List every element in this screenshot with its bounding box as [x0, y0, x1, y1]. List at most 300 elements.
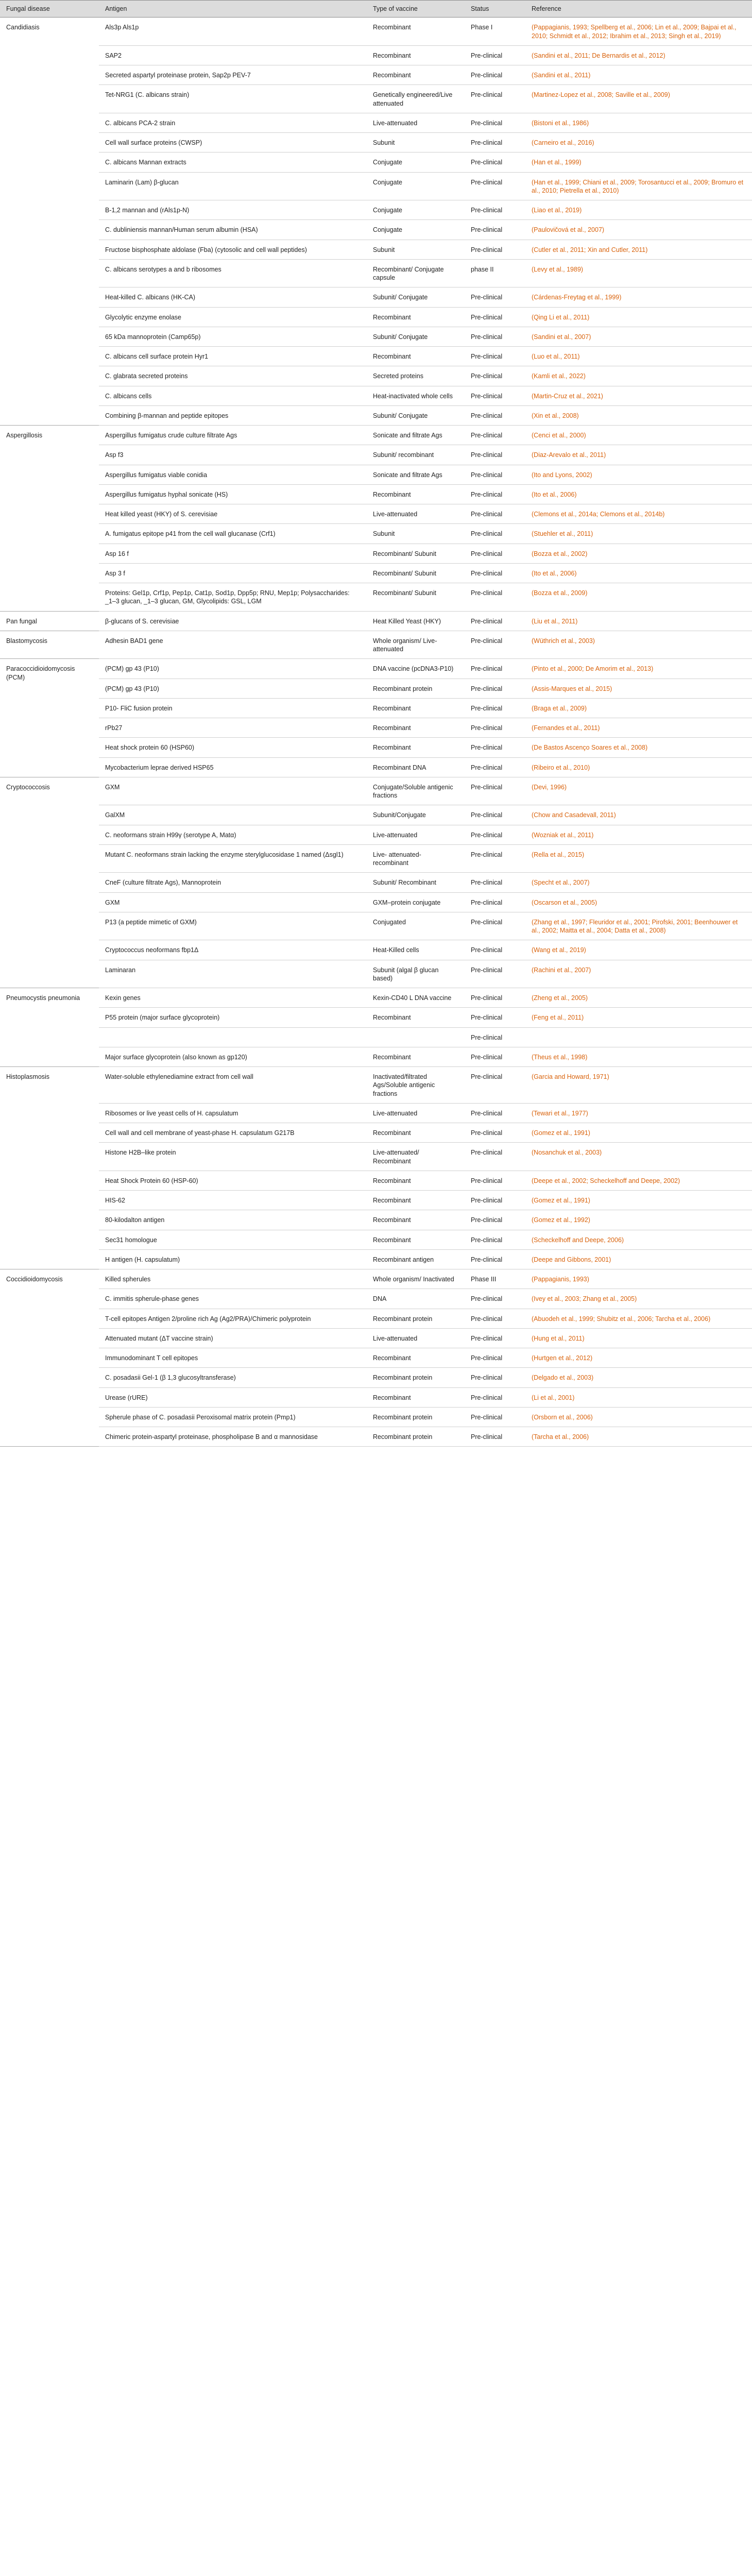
reference-cell: (Han et al., 1999) [525, 152, 752, 172]
status-cell: Pre-clinical [465, 1249, 525, 1269]
vaccine-type-cell: Recombinant [367, 718, 465, 738]
vaccine-type-cell: Recombinant protein [367, 679, 465, 698]
table-row [0, 960, 752, 988]
table-row [0, 1191, 752, 1210]
status-cell: Pre-clinical [465, 698, 525, 718]
header-reference: Reference [525, 1, 752, 18]
reference-cell: (Feng et al., 2011) [525, 1008, 752, 1027]
vaccine-type-cell: Recombinant DNA [367, 757, 465, 777]
vaccine-type-cell: Recombinant [367, 1348, 465, 1368]
table-row [0, 1407, 752, 1427]
reference-cell: (Hurtgen et al., 2012) [525, 1348, 752, 1368]
status-cell: Pre-clinical [465, 1067, 525, 1104]
antigen-cell: Heat shock protein 60 (HSP60) [99, 738, 367, 757]
reference-cell: (Rella et al., 2015) [525, 844, 752, 873]
vaccine-type-cell: Subunit [367, 133, 465, 152]
table-row [0, 307, 752, 327]
antigen-cell: Tet-NRG1 (C. albicans strain) [99, 85, 367, 113]
table-row [0, 738, 752, 757]
table-row [0, 327, 752, 346]
reference-cell: (Cárdenas-Freytag et al., 1999) [525, 287, 752, 307]
antigen-cell: T-cell epitopes Antigen 2/proline rich Ag (Ag2/PRA)/Chimeric polyprotein [99, 1309, 367, 1328]
antigen-cell: Aspergillus fumigatus viable conidia [99, 465, 367, 484]
antigen-cell: rPb27 [99, 718, 367, 738]
status-cell: Pre-clinical [465, 1289, 525, 1309]
header-status: Status [465, 1, 525, 18]
reference-cell: (Carneiro et al., 2016) [525, 133, 752, 152]
antigen-cell: Ribosomes or live yeast cells of H. capsulatum [99, 1103, 367, 1123]
table-row [0, 259, 752, 287]
antigen-cell: Major surface glycoprotein (also known as gp120) [99, 1047, 367, 1066]
table-row [0, 1008, 752, 1027]
antigen-cell: Mycobacterium leprae derived HSP65 [99, 757, 367, 777]
antigen-cell: Cryptococcus neoformans fbp1Δ [99, 940, 367, 960]
status-cell: Pre-clinical [465, 988, 525, 1008]
antigen-cell: Mutant C. neoformans strain lacking the enzyme sterylglucosidase 1 named (Δsgl1) [99, 844, 367, 873]
status-cell: Pre-clinical [465, 777, 525, 805]
status-cell: Pre-clinical [465, 544, 525, 563]
table-row [0, 220, 752, 240]
vaccine-type-cell: Recombinant [367, 698, 465, 718]
vaccine-type-cell: Conjugate/Soluble antigenic fractions [367, 777, 465, 805]
vaccine-type-cell: Conjugate [367, 152, 465, 172]
antigen-cell: Histone H2B–like protein [99, 1143, 367, 1171]
table-row [0, 445, 752, 465]
vaccine-type-cell: Recombinant [367, 307, 465, 327]
table-row [0, 698, 752, 718]
status-cell: Pre-clinical [465, 1123, 525, 1143]
reference-cell: (Gomez et al., 1991) [525, 1123, 752, 1143]
table-row [0, 1427, 752, 1447]
antigen-cell: Cell wall and cell membrane of yeast-phase H. capsulatum G217B [99, 1123, 367, 1143]
vaccine-type-cell: Live-attenuated [367, 825, 465, 844]
vaccine-type-cell: GXM–protein conjugate [367, 892, 465, 912]
table-row [0, 240, 752, 259]
status-cell: Pre-clinical [465, 45, 525, 65]
vaccine-type-cell: Sonicate and filtrate Ags [367, 465, 465, 484]
status-cell: Pre-clinical [465, 940, 525, 960]
antigen-cell: Kexin genes [99, 988, 367, 1008]
vaccine-type-cell: Heat-Killed cells [367, 940, 465, 960]
antigen-cell: SAP2 [99, 45, 367, 65]
reference-cell: (De Bastos Ascenço Soares et al., 2008) [525, 738, 752, 757]
status-cell: Pre-clinical [465, 426, 525, 445]
reference-cell: (Sandini et al., 2011; De Bernardis et al., 2012) [525, 45, 752, 65]
vaccine-type-cell: Recombinant protein [367, 1427, 465, 1447]
reference-cell: (Fernandes et al., 2011) [525, 718, 752, 738]
reference-cell: (Stuehler et al., 2011) [525, 524, 752, 544]
table-body [0, 18, 752, 1447]
table-row [0, 988, 752, 1008]
table-row [0, 631, 752, 659]
antigen-cell [99, 1027, 367, 1047]
status-cell: Pre-clinical [465, 240, 525, 259]
table-row [0, 1269, 752, 1289]
status-cell: Pre-clinical [465, 307, 525, 327]
vaccine-type-cell: Subunit/Conjugate [367, 805, 465, 825]
vaccine-type-cell: Live-attenuated [367, 1103, 465, 1123]
status-cell: Pre-clinical [465, 873, 525, 892]
antigen-cell: C. immitis spherule-phase genes [99, 1289, 367, 1309]
antigen-cell: Urease (rURE) [99, 1387, 367, 1407]
table-row [0, 583, 752, 612]
vaccine-type-cell: DNA [367, 1289, 465, 1309]
vaccine-type-cell: Conjugate [367, 172, 465, 200]
reference-cell: (Theus et al., 1998) [525, 1047, 752, 1066]
status-cell: Pre-clinical [465, 583, 525, 612]
antigen-cell: C. albicans cells [99, 386, 367, 405]
table-row [0, 940, 752, 960]
vaccine-type-cell: Live-attenuated/ Recombinant [367, 1143, 465, 1171]
reference-cell: (Ito and Lyons, 2002) [525, 465, 752, 484]
status-cell: Pre-clinical [465, 152, 525, 172]
vaccine-type-cell: Recombinant [367, 1171, 465, 1190]
status-cell: Pre-clinical [465, 133, 525, 152]
reference-cell: (Martin-Cruz et al., 2021) [525, 386, 752, 405]
table-row [0, 1348, 752, 1368]
status-cell: Pre-clinical [465, 1328, 525, 1348]
reference-cell: (Pappagianis, 1993; Spellberg et al., 2006; Lin et al., 2009; Bajpai et al., 2010; Schmidt et al., 2012; Ibrahim et al., 2013; Singh et al., 2019) [525, 18, 752, 46]
antigen-cell: Proteins: Gel1p, Crf1p, Pep1p, Cat1p, Sod1p, Dpp5p; RNU, Mep1p; Polysaccharides: _1–3 glucan, _1–3 glucan, GM, Glycolipids: GSL, LGM [99, 583, 367, 612]
vaccine-type-cell: Heat Killed Yeast (HKY) [367, 611, 465, 631]
reference-cell: (Martinez-Lopez et al., 2008; Saville et al., 2009) [525, 85, 752, 113]
antigen-cell: P13 (a peptide mimetic of GXM) [99, 912, 367, 940]
antigen-cell: Immunodominant T cell epitopes [99, 1348, 367, 1368]
vaccine-type-cell: Recombinant [367, 1123, 465, 1143]
status-cell: Pre-clinical [465, 1407, 525, 1427]
reference-cell: (Wang et al., 2019) [525, 940, 752, 960]
vaccine-type-cell: Recombinant protein [367, 1407, 465, 1427]
antigen-cell: C. albicans PCA-2 strain [99, 113, 367, 132]
vaccine-type-cell: Conjugated [367, 912, 465, 940]
table-row [0, 679, 752, 698]
table-row [0, 825, 752, 844]
table-row [0, 1171, 752, 1190]
reference-cell: (Clemons et al., 2014a; Clemons et al., 2014b) [525, 504, 752, 524]
vaccine-type-cell: Recombinant [367, 1210, 465, 1230]
table-row [0, 405, 752, 425]
reference-cell: (Luo et al., 2011) [525, 347, 752, 366]
vaccine-type-cell: Heat-inactivated whole cells [367, 386, 465, 405]
reference-cell: (Deepe et al., 2002; Scheckelhoff and Deepe, 2002) [525, 1171, 752, 1190]
reference-cell: (Tewari et al., 1977) [525, 1103, 752, 1123]
status-cell: Pre-clinical [465, 659, 525, 679]
vaccine-type-cell: Recombinant/ Conjugate capsule [367, 259, 465, 287]
reference-cell: (Hung et al., 2011) [525, 1328, 752, 1348]
status-cell: Pre-clinical [465, 65, 525, 85]
antigen-cell: Cell wall surface proteins (CWSP) [99, 133, 367, 152]
antigen-cell: Sec31 homologue [99, 1230, 367, 1249]
fungal-disease-cell: Blastomycosis [0, 631, 99, 659]
antigen-cell: Combining β-mannan and peptide epitopes [99, 405, 367, 425]
reference-cell: (Deepe and Gibbons, 2001) [525, 1249, 752, 1269]
table-row [0, 563, 752, 583]
reference-cell: (Delgado et al., 2003) [525, 1368, 752, 1387]
table-row [0, 85, 752, 113]
table-row [0, 484, 752, 504]
vaccine-type-cell: Recombinant protein [367, 1309, 465, 1328]
vaccine-type-cell: Live-attenuated [367, 1328, 465, 1348]
vaccine-type-cell: Whole organism/ Inactivated [367, 1269, 465, 1289]
table-row [0, 1309, 752, 1328]
antigen-cell: β-glucans of S. cerevisiae [99, 611, 367, 631]
table-row [0, 1027, 752, 1047]
reference-cell: (Li et al., 2001) [525, 1387, 752, 1407]
table-row [0, 1289, 752, 1309]
table-row [0, 133, 752, 152]
vaccine-type-cell: Conjugate [367, 200, 465, 220]
status-cell: Pre-clinical [465, 200, 525, 220]
vaccine-type-cell: Subunit [367, 524, 465, 544]
reference-cell: (Zhang et al., 1997; Fleuridor et al., 2001; Pirofski, 2001; Beenhouwer et al., 2002; Maitta et al., 2004; Datta et al., 2008) [525, 912, 752, 940]
reference-cell: (Liao et al., 2019) [525, 200, 752, 220]
antigen-cell: GXM [99, 777, 367, 805]
status-cell: Pre-clinical [465, 484, 525, 504]
reference-cell: (Rachini et al., 2007) [525, 960, 752, 988]
antigen-cell: H antigen (H. capsulatum) [99, 1249, 367, 1269]
reference-cell: (Abuodeh et al., 1999; Shubitz et al., 2006; Tarcha et al., 2006) [525, 1309, 752, 1328]
table-row [0, 1067, 752, 1104]
status-cell: Pre-clinical [465, 805, 525, 825]
antigen-cell: (PCM) gp 43 (P10) [99, 679, 367, 698]
status-cell: Pre-clinical [465, 912, 525, 940]
vaccine-type-cell: Recombinant [367, 65, 465, 85]
status-cell: Pre-clinical [465, 960, 525, 988]
antigen-cell: Secreted aspartyl proteinase protein, Sap2p PEV-7 [99, 65, 367, 85]
status-cell: Pre-clinical [465, 1027, 525, 1047]
vaccine-type-cell: Live-attenuated [367, 504, 465, 524]
vaccine-type-cell: Recombinant/ Subunit [367, 563, 465, 583]
table-row [0, 45, 752, 65]
reference-cell: (Sandini et al., 2007) [525, 327, 752, 346]
vaccine-type-cell: Subunit [367, 240, 465, 259]
status-cell: Pre-clinical [465, 1309, 525, 1328]
vaccine-type-cell: Recombinant/ Subunit [367, 544, 465, 563]
antigen-cell: Chimeric protein-aspartyl proteinase, phospholipase B and α mannosidase [99, 1427, 367, 1447]
vaccine-type-cell: Recombinant [367, 1191, 465, 1210]
table-row [0, 844, 752, 873]
status-cell: Pre-clinical [465, 1387, 525, 1407]
status-cell: Pre-clinical [465, 504, 525, 524]
status-cell: Pre-clinical [465, 679, 525, 698]
status-cell: Pre-clinical [465, 220, 525, 240]
vaccine-type-cell: Recombinant [367, 18, 465, 46]
antigen-cell: P10- FliC fusion protein [99, 698, 367, 718]
reference-cell: (Tarcha et al., 2006) [525, 1427, 752, 1447]
fungal-disease-cell: Histoplasmosis [0, 1067, 99, 1269]
reference-cell: (Han et al., 1999; Chiani et al., 2009; Torosantucci et al., 2009; Bromuro et al., 2010; Pietrella et al., 2010) [525, 172, 752, 200]
vaccine-type-cell: Recombinant [367, 738, 465, 757]
status-cell: Pre-clinical [465, 1047, 525, 1066]
vaccine-type-cell: Recombinant antigen [367, 1249, 465, 1269]
table-row [0, 1123, 752, 1143]
reference-cell: (Xin et al., 2008) [525, 405, 752, 425]
status-cell: Pre-clinical [465, 1230, 525, 1249]
antigen-cell: Killed spherules [99, 1269, 367, 1289]
status-cell: Pre-clinical [465, 892, 525, 912]
antigen-cell: Als3p Als1p [99, 18, 367, 46]
reference-cell: (Pinto et al., 2000; De Amorim et al., 2013) [525, 659, 752, 679]
table-row [0, 113, 752, 132]
fungal-disease-cell: Pan fungal [0, 611, 99, 631]
vaccine-type-cell: Live-attenuated [367, 113, 465, 132]
vaccine-type-cell: Subunit/ recombinant [367, 445, 465, 465]
antigen-cell: C. albicans serotypes a and b ribosomes [99, 259, 367, 287]
reference-cell: (Zheng et al., 2005) [525, 988, 752, 1008]
status-cell: Pre-clinical [465, 563, 525, 583]
reference-cell: (Nosanchuk et al., 2003) [525, 1143, 752, 1171]
reference-cell: (Bozza et al., 2009) [525, 583, 752, 612]
antigen-cell: Heat killed yeast (HKY) of S. cerevisiae [99, 504, 367, 524]
reference-cell: (Orsborn et al., 2006) [525, 1407, 752, 1427]
reference-cell: (Devi, 1996) [525, 777, 752, 805]
status-cell: Pre-clinical [465, 85, 525, 113]
antigen-cell: Fructose bisphosphate aldolase (Fba) (cytosolic and cell wall peptides) [99, 240, 367, 259]
antigen-cell: Glycolytic enzyme enolase [99, 307, 367, 327]
antigen-cell: HIS-62 [99, 1191, 367, 1210]
vaccine-type-cell: Subunit/ Recombinant [367, 873, 465, 892]
fungal-disease-cell: Candidiasis [0, 18, 99, 426]
status-cell: Pre-clinical [465, 524, 525, 544]
status-cell: Pre-clinical [465, 1210, 525, 1230]
antigen-cell: CneF (culture filtrate Ags), Mannoprotein [99, 873, 367, 892]
reference-cell: (Sandini et al., 2011) [525, 65, 752, 85]
antigen-cell: Asp 3 f [99, 563, 367, 583]
status-cell: Pre-clinical [465, 1008, 525, 1027]
table-row [0, 1143, 752, 1171]
table-row [0, 805, 752, 825]
antigen-cell: Laminarin (Lam) β-glucan [99, 172, 367, 200]
status-cell: Pre-clinical [465, 1348, 525, 1368]
status-cell: Pre-clinical [465, 366, 525, 386]
table-row [0, 718, 752, 738]
reference-cell: (Ribeiro et al., 2010) [525, 757, 752, 777]
antigen-cell: Heat Shock Protein 60 (HSP-60) [99, 1171, 367, 1190]
antigen-cell: Aspergillus fumigatus hyphal sonicate (HS) [99, 484, 367, 504]
antigen-cell: Heat-killed C. albicans (HK-CA) [99, 287, 367, 307]
header-antigen: Antigen [99, 1, 367, 18]
reference-cell: (Liu et al., 2011) [525, 611, 752, 631]
antigen-cell: P55 protein (major surface glycoprotein) [99, 1008, 367, 1027]
table-row [0, 544, 752, 563]
reference-cell: (Cutler et al., 2011; Xin and Cutler, 2011) [525, 240, 752, 259]
table-row [0, 892, 752, 912]
table-row [0, 611, 752, 631]
status-cell: Phase III [465, 1269, 525, 1289]
vaccine-type-cell: Recombinant [367, 1047, 465, 1066]
reference-cell: (Wüthrich et al., 2003) [525, 631, 752, 659]
vaccine-type-cell: Subunit/ Conjugate [367, 327, 465, 346]
header-fungal-disease: Fungal disease [0, 1, 99, 18]
antigen-cell: Water-soluble ethylenediamine extract from cell wall [99, 1067, 367, 1104]
status-cell: Pre-clinical [465, 611, 525, 631]
vaccine-type-cell: Sonicate and filtrate Ags [367, 426, 465, 445]
vaccine-type-cell: Subunit (algal β glucan based) [367, 960, 465, 988]
reference-cell: (Cenci et al., 2000) [525, 426, 752, 445]
antigen-cell: Aspergillus fumigatus crude culture filtrate Ags [99, 426, 367, 445]
reference-cell: (Wozniak et al., 2011) [525, 825, 752, 844]
header-type-of-vaccine: Type of vaccine [367, 1, 465, 18]
status-cell: Pre-clinical [465, 1368, 525, 1387]
table-row [0, 386, 752, 405]
table-row [0, 426, 752, 445]
antigen-cell: 65 kDa mannoprotein (Camp65p) [99, 327, 367, 346]
table-row [0, 287, 752, 307]
reference-cell: (Paulovičová et al., 2007) [525, 220, 752, 240]
status-cell: Pre-clinical [465, 327, 525, 346]
antigen-cell: C. posadasii Gel-1 (β 1,3 glucosyltransferase) [99, 1368, 367, 1387]
reference-cell: (Bozza et al., 2002) [525, 544, 752, 563]
reference-cell [525, 1027, 752, 1047]
reference-cell: (Gomez et al., 1991) [525, 1191, 752, 1210]
status-cell: Pre-clinical [465, 1191, 525, 1210]
status-cell: Pre-clinical [465, 718, 525, 738]
status-cell: Pre-clinical [465, 825, 525, 844]
table-row [0, 659, 752, 679]
vaccine-type-cell: Inactivated/filtrated Ags/Soluble antigenic fractions [367, 1067, 465, 1104]
status-cell: Pre-clinical [465, 1427, 525, 1447]
reference-cell: (Ito et al., 2006) [525, 563, 752, 583]
table-row [0, 1328, 752, 1348]
vaccine-type-cell: Recombinant/ Subunit [367, 583, 465, 612]
reference-cell: (Braga et al., 2009) [525, 698, 752, 718]
fungal-disease-cell: Aspergillosis [0, 426, 99, 612]
status-cell: Pre-clinical [465, 465, 525, 484]
antigen-cell: Laminaran [99, 960, 367, 988]
status-cell: Pre-clinical [465, 287, 525, 307]
vaccine-type-cell: Recombinant protein [367, 1368, 465, 1387]
status-cell: Pre-clinical [465, 1143, 525, 1171]
vaccine-type-cell: Kexin-CD40 L DNA vaccine [367, 988, 465, 1008]
status-cell: Pre-clinical [465, 172, 525, 200]
reference-cell: (Scheckelhoff and Deepe, 2006) [525, 1230, 752, 1249]
antigen-cell: Adhesin BAD1 gene [99, 631, 367, 659]
vaccine-type-cell: DNA vaccine (pcDNA3-P10) [367, 659, 465, 679]
reference-cell: (Qing Li et al., 2011) [525, 307, 752, 327]
status-cell: Pre-clinical [465, 113, 525, 132]
antigen-cell: GXM [99, 892, 367, 912]
antigen-cell: A. fumigatus epitope p41 from the cell wall glucanase (Crf1) [99, 524, 367, 544]
reference-cell: (Oscarson et al., 2005) [525, 892, 752, 912]
reference-cell: (Diaz-Arevalo et al., 2011) [525, 445, 752, 465]
table-row [0, 18, 752, 46]
table-row [0, 1368, 752, 1387]
antigen-cell: Asp f3 [99, 445, 367, 465]
table-row [0, 524, 752, 544]
vaccine-type-cell: Conjugate [367, 220, 465, 240]
table-row [0, 172, 752, 200]
vaccine-type-cell: Recombinant [367, 347, 465, 366]
vaccine-type-cell: Recombinant [367, 1230, 465, 1249]
status-cell: Pre-clinical [465, 1103, 525, 1123]
antigen-cell: 80-kilodalton antigen [99, 1210, 367, 1230]
reference-cell: (Gomez et al., 1992) [525, 1210, 752, 1230]
reference-cell: (Garcia and Howard, 1971) [525, 1067, 752, 1104]
table-row [0, 1387, 752, 1407]
table-row [0, 1047, 752, 1066]
status-cell: Pre-clinical [465, 1171, 525, 1190]
reference-cell: (Chow and Casadevall, 2011) [525, 805, 752, 825]
antigen-cell: (PCM) gp 43 (P10) [99, 659, 367, 679]
antigen-cell: GalXM [99, 805, 367, 825]
reference-cell: (Assis-Marques et al., 2015) [525, 679, 752, 698]
table-row [0, 757, 752, 777]
fungal-disease-cell: Cryptococcosis [0, 777, 99, 988]
vaccine-type-cell [367, 1027, 465, 1047]
table-row [0, 1249, 752, 1269]
status-cell: Phase I [465, 18, 525, 46]
reference-cell: (Levy et al., 1989) [525, 259, 752, 287]
